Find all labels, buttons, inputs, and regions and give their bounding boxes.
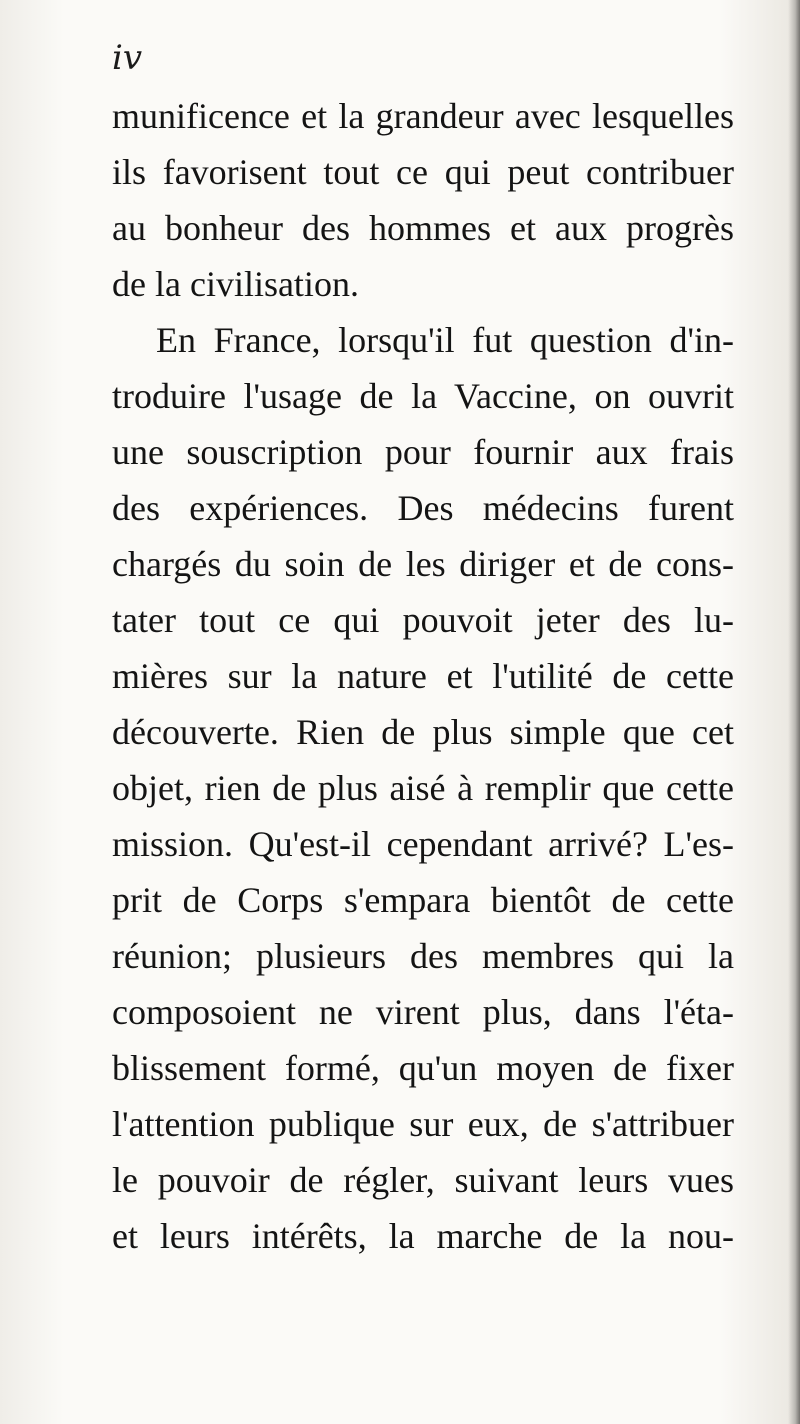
text-line: blissement formé, qu'un moyen de fixer: [112, 1048, 734, 1088]
text-line: réunion; plusieurs des membres qui la: [112, 936, 734, 976]
text-line: mières sur la nature et l'utilité de cette: [112, 656, 734, 696]
text-line: munificence et la grandeur avec lesquelles: [112, 96, 734, 136]
page-edge-shadow: [788, 0, 800, 1424]
text-line: tater tout ce qui pouvoit jeter des lu-: [112, 600, 734, 640]
text-line: composoient ne virent plus, dans l'éta-: [112, 992, 734, 1032]
text-line: une souscription pour fournir aux frais: [112, 432, 734, 472]
text-line: des expériences. Des médecins furent: [112, 488, 734, 528]
text-line: découverte. Rien de plus simple que cet: [112, 712, 734, 752]
text-line: mission. Qu'est-il cependant arrivé? L'es-: [112, 824, 734, 864]
text-line: En France, lorsqu'il fut question d'in-: [156, 320, 734, 360]
text-line: objet, rien de plus aisé à remplir que cette: [112, 768, 734, 808]
text-line: le pouvoir de régler, suivant leurs vues: [112, 1160, 734, 1200]
text-line: ils favorisent tout ce qui peut contribuer: [112, 152, 734, 192]
text-line: au bonheur des hommes et aux progrès: [112, 208, 734, 248]
page-number: iv: [112, 38, 143, 78]
text-line: de la civilisation.: [112, 264, 359, 304]
text-line: et leurs intérêts, la marche de la nou-: [112, 1216, 734, 1256]
text-line: troduire l'usage de la Vaccine, on ouvrit: [112, 376, 734, 416]
text-line: l'attention publique sur eux, de s'attribuer: [112, 1104, 734, 1144]
text-line: chargés du soin de les diriger et de cons-: [112, 544, 734, 584]
text-line: prit de Corps s'empara bientôt de cette: [112, 880, 734, 920]
